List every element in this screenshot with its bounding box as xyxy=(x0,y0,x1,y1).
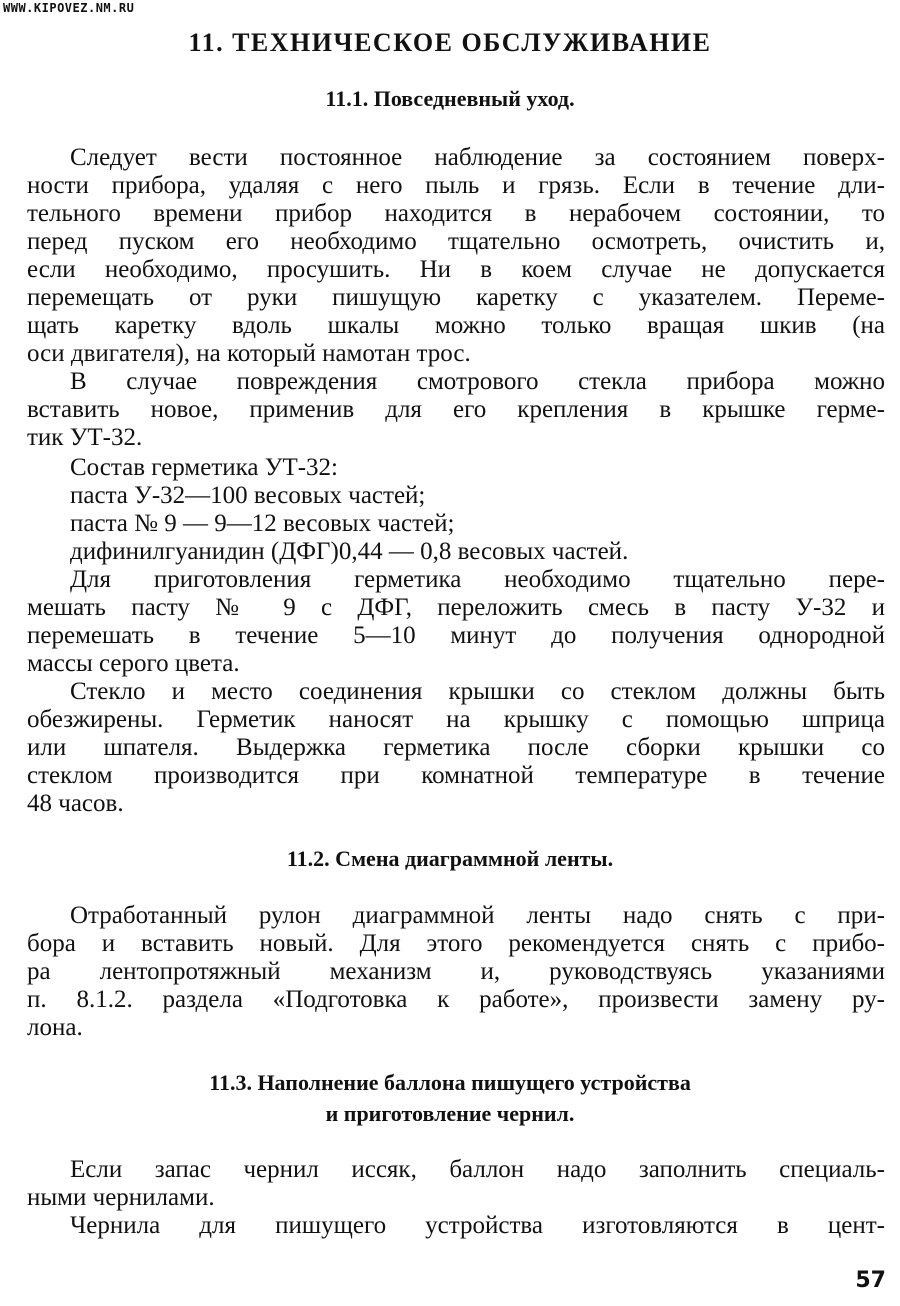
section-title-11-3-line-1: 11.3. Наполнение баллона пишущего устройства xyxy=(209,1070,691,1095)
paragraph-line: Следует вести постоянное наблюдение за состоянием поверх- xyxy=(70,144,885,171)
paragraph-line: ности прибора, удаляя с него пыль и грязь. Если в течение дли- xyxy=(27,172,885,199)
paragraph-line: Стекло и место соединения крышки со стеклом должны быть xyxy=(70,678,885,705)
page-number: 57 xyxy=(855,1268,886,1293)
paragraph-line: стеклом производится при комнатной температуре в течение xyxy=(27,762,885,789)
paragraph-line: 48 часов. xyxy=(27,790,124,817)
sealant-component: паста У-32—100 весовых частей; xyxy=(70,482,426,509)
paragraph-line: ными чернилами. xyxy=(27,1184,215,1211)
paragraph-line: щать каретку вдоль шкалы можно только вращая шкив (на xyxy=(27,312,885,339)
chapter-title: 11. ТЕХНИЧЕСКОЕ ОБСЛУЖИВАНИЕ xyxy=(188,28,712,57)
paragraph-line: Отработанный рулон диаграммной ленты надо снять с при- xyxy=(70,902,885,929)
section-title-11-2: 11.2. Смена диаграммной ленты. xyxy=(286,846,614,871)
sealant-composition-heading: Состав герметика УТ-32: xyxy=(70,454,338,481)
paragraph-line: массы серого цвета. xyxy=(27,650,240,677)
sealant-component: паста № 9 — 9—12 весовых частей; xyxy=(70,510,455,537)
paragraph-line: если необходимо, просушить. Ни в коем случае не допускается xyxy=(27,256,885,283)
paragraph-line: ра лентопротяжный механизм и, руководствуясь указаниями xyxy=(27,958,885,985)
section-title-11-3-line-2: и приготовление чернил. xyxy=(325,1101,575,1126)
paragraph-line: вставить новое, применив для его крепления в крышке герме- xyxy=(27,396,885,423)
paragraph-line: Чернила для пишущего устройства изготовляются в цент- xyxy=(70,1212,885,1239)
sealant-component: дифинилгуанидин (ДФГ)0,44 — 0,8 весовых частей. xyxy=(70,538,629,565)
paragraph-line: тик УТ-32. xyxy=(27,424,143,451)
paragraph-line: перемещать от руки пишущую каретку с указателем. Переме- xyxy=(27,284,885,311)
section-title-11-1: 11.1. Повседневный уход. xyxy=(325,86,575,111)
paragraph-line: перед пуском его необходимо тщательно осмотреть, очистить и, xyxy=(27,228,885,255)
paragraph-line: мешать пасту № 9 с ДФГ, переложить смесь в пасту У-32 и xyxy=(27,594,885,621)
paragraph-line: бора и вставить новый. Для этого рекомендуется снять с прибо- xyxy=(27,930,885,957)
paragraph-line: лона. xyxy=(27,1014,83,1041)
paragraph-line: п. 8.1.2. раздела «Подготовка к работе», произвести замену ру- xyxy=(27,986,885,1013)
paragraph-line: тельного времени прибор находится в нерабочем состоянии, то xyxy=(27,200,885,227)
paragraph-line: В случае повреждения смотрового стекла прибора можно xyxy=(70,368,885,395)
paragraph-line: или шпателя. Выдержка герметика после сборки крышки со xyxy=(27,734,885,761)
paragraph-line: перемешать в течение 5—10 минут до получения однородной xyxy=(27,622,885,649)
watermark-url: WWW.KIPOVEZ.NM.RU xyxy=(3,1,135,15)
paragraph-line: Если запас чернил иссяк, баллон надо заполнить специаль- xyxy=(70,1156,885,1183)
paragraph-line: Для приготовления герметика необходимо тщательно пере- xyxy=(70,566,885,593)
paragraph-line: обезжирены. Герметик наносят на крышку с помощью шприца xyxy=(27,706,885,733)
paragraph-line: оси двигателя), на который намотан трос. xyxy=(27,340,471,367)
